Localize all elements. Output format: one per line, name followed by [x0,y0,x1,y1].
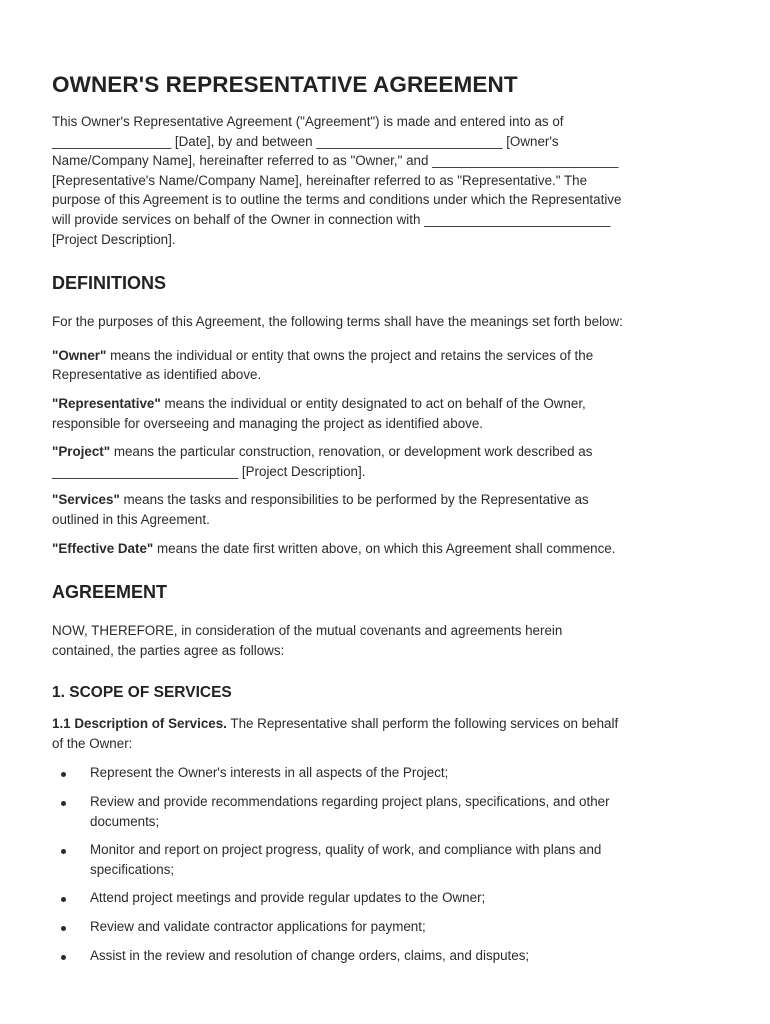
definition-term: "Owner" [52,347,107,363]
scope-description-text: of the Owner: [52,735,133,751]
intro-line: purpose of this Agreement is to outline the terms and conditions under which the Representative [52,192,622,208]
definition-term: "Project" [52,444,111,460]
list-item [52,792,718,831]
bullet-icon [61,772,66,777]
intro-line: [Representative's Name/Company Name], hereinafter referred to as "Representative." The [52,172,588,188]
intro-line: ________________ [Date], by and between _________________________ [Owner's [52,133,559,149]
list-item-text: Review and validate contractor applications for payment; [90,919,426,935]
definition-text: outlined in this Agreement. [52,511,210,527]
definition-text: means the tasks and responsibilities to be performed by the Representative as [119,492,589,508]
list-item-text: Represent the Owner's interests in all aspects of the Project; [90,765,449,781]
intro-line: will provide services on behalf of the Owner in connection with _________________________ [52,211,611,227]
bullet-icon [61,849,66,854]
list-item-text: documents; [90,813,160,829]
definition-term: "Services" [52,492,120,508]
agreement-line: contained, the parties agree as follows: [52,642,285,658]
intro-line: [Project Description]. [52,231,176,247]
intro-paragraph [52,112,718,249]
definition-term: "Effective Date" [52,540,154,556]
definitions-heading: DEFINITIONS [52,273,167,294]
bullet-icon [61,897,66,902]
definition-term: "Representative" [52,395,161,411]
definition-owner [52,346,718,385]
definition-text: means the individual or entity designated to act on behalf of the Owner, [160,395,586,411]
agreement-line: NOW, THEREFORE, in consideration of the mutual covenants and agreements herein [52,623,563,639]
scope-description [52,714,718,753]
definition-text: responsible for overseeing and managing the project as identified above. [52,415,484,431]
scope-subheading: 1.1 Description of Services. [52,716,227,732]
document-title: OWNER'S REPRESENTATIVE AGREEMENT [52,72,518,97]
scope-description-text: The Representative shall perform the following services on behalf [226,716,619,732]
agreement-paragraph [52,621,718,660]
list-item [52,840,718,879]
definition-effective-date [52,539,718,559]
definition-text: _________________________ [Project Description]. [52,463,366,479]
services-list [52,763,718,965]
agreement-heading: AGREEMENT [52,582,168,603]
list-item [52,763,718,783]
definition-representative [52,394,718,433]
list-item-text: Attend project meetings and provide regular updates to the Owner; [90,890,486,906]
list-item-text: Review and provide recommendations regarding project plans, specifications, and other [90,794,610,810]
bullet-icon [61,801,66,806]
bullet-icon [61,955,66,960]
intro-line: Name/Company Name], hereinafter referred to as "Owner," and _________________________ [52,153,619,169]
definition-text: means the individual or entity that owns the project and retains the services of the [106,347,594,363]
intro-line: This Owner's Representative Agreement ("Agreement") is made and entered into as of [52,114,564,129]
list-item-text: specifications; [90,861,175,877]
list-item-text: Assist in the review and resolution of change orders, claims, and disputes; [90,947,530,963]
list-item-text: Monitor and report on project progress, quality of work, and compliance with plans and [90,842,602,858]
list-item [52,917,718,937]
definition-text: Representative as identified above. [52,367,262,383]
list-item [52,946,718,966]
definition-text: means the particular construction, renovation, or development work described as [110,444,593,460]
definition-text: means the date first written above, on which this Agreement shall commence. [153,540,616,556]
list-item [52,888,718,908]
definitions-lead: For the purposes of this Agreement, the following terms shall have the meanings set forth below: [52,314,623,330]
definition-services [52,490,718,529]
bullet-icon [61,926,66,931]
scope-heading: 1. SCOPE OF SERVICES [52,684,232,702]
definition-project [52,442,718,481]
